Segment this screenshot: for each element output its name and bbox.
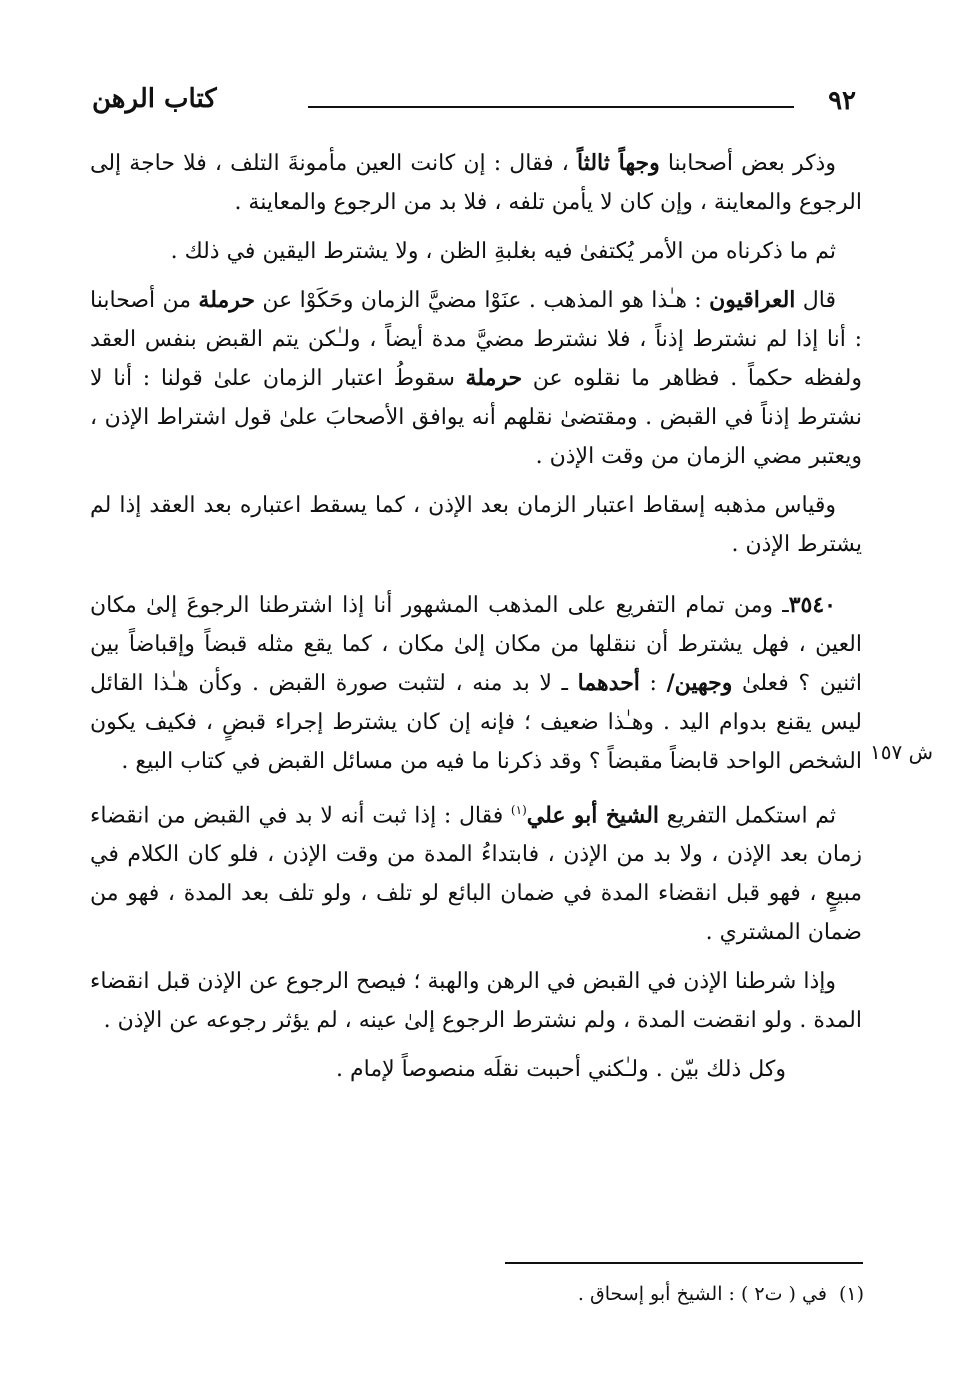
text-run: ـ لا بد منه ، لتثبت صورة القبض . وكأن هـٰذا القائل ليس يقنع بدوام اليد . وهـٰذا ضعيف ؛ فإنه إن كان يشترط إجراء قبضٍ ، فكيف يكون الشخص الواحد قابضاً مقبضاً ؟ وقد ذكرنا ما فيه من مسائل القبض في كتاب البيع . bbox=[90, 671, 862, 774]
text-run: ثم استكمل التفريع bbox=[659, 803, 836, 829]
margin-reference: ش ١٥٧ bbox=[870, 740, 934, 764]
paragraph-5 bbox=[90, 586, 862, 781]
bold-term: أحدهما bbox=[577, 670, 640, 696]
page-header bbox=[92, 80, 856, 120]
bold-term: وجهين/ bbox=[666, 670, 733, 696]
footnote-rule bbox=[505, 1262, 863, 1264]
text-run: فقال : إذا ثبت أنه لا بد في القبض من انقضاء زمان بعد الإذن ، ولا بد من الإذن ، فابتداءُ المدة من وقت الإذن ، فلو كان الكلام في مبيعٍ ، فهو قبل انقضاء المدة في ضمان البائع لو تلف ، ولو تلف بعد المدة ، فهو من ضمان المشتري . bbox=[90, 803, 862, 946]
text-run: وذكر بعض أصحابنا bbox=[659, 151, 836, 176]
paragraph-8: وكل ذلك بيّن . ولـٰكني أحببت نقلَه منصوصاً لإمام . bbox=[336, 1057, 786, 1083]
header-rule bbox=[308, 106, 794, 108]
text-run: : bbox=[639, 671, 667, 696]
paragraph-3 bbox=[90, 281, 862, 476]
issue-number: ٣٥٤٠ bbox=[788, 592, 836, 618]
text-run: : هـٰذا هو المذهب . عنَوْا مضيَّ الزمان وحَكَوْا عن bbox=[255, 288, 710, 313]
bold-term: حرملة bbox=[198, 287, 256, 313]
page-number: ٩٢ bbox=[828, 86, 856, 116]
text-run: ، فقال : إن كانت العين مأمونةَ التلف ، فلا حاجة إلى الرجوع والمعاينة ، وإن كان لا يأمن تلفه ، فلا بد من الرجوع والمعاينة . bbox=[90, 151, 862, 215]
text-run: من أصحابنا : أنا إذا لم نشترط إذناً ، فلا نشترط مضيَّ مدة أيضاً ، ولـٰكن يتم القبض بنفس العقد ولفظه حكماً . فظاهر ما نقلوه عن bbox=[90, 288, 863, 391]
paragraph-7: وإذا شرطنا الإذن في القبض في الرهن والهبة ؛ فيصح الرجوع عن الإذن قبل انقضاء المدة . ولو انقضت المدة ، ولم نشترط الرجوع إلىٰ عينه ، لم يؤثر رجوعه عن الإذن . bbox=[90, 969, 862, 1034]
paragraph-6 bbox=[90, 791, 862, 952]
text-run: سقوطُ اعتبار الزمان علىٰ قولنا : أنا لا نشترط إذناً في القبض . ومقتضىٰ نقلهم أنه يوافق الأصحابَ علىٰ قول اشتراط الإذن ، ويعتبر مضي الزمان من وقت الإذن . bbox=[90, 366, 862, 469]
footnote-marker: (١) bbox=[510, 803, 527, 817]
book-title: كتاب الرهن bbox=[92, 84, 217, 114]
footnote-text: في ( ت٢ ) : الشيخ أبو إسحاق . bbox=[577, 1283, 827, 1305]
paragraph-4: وقياس مذهبه إسقاط اعتبار الزمان بعد الإذن ، كما يسقط اعتباره بعد العقد إذا لم يشترط الإذن . bbox=[90, 493, 862, 557]
text-run: ـ ومن تمام التفريع على المذهب المشهور أنا إذا اشترطنا الرجوعَ إلىٰ مكان العين ، فهل يشترط أن ننقلها من مكان إلىٰ مكان ، كما يقع مثله قبضاً وإقباضاً بين اثنين ؟ فعلىٰ bbox=[90, 593, 862, 696]
footnote bbox=[578, 1283, 864, 1305]
bold-term: حرملة bbox=[465, 365, 523, 391]
text-run: قال bbox=[795, 288, 836, 313]
main-text bbox=[90, 144, 862, 1099]
paragraph-1 bbox=[90, 144, 862, 222]
bold-term: الشيخ أبو علي bbox=[526, 802, 660, 829]
footnote-number: (١) bbox=[838, 1283, 864, 1305]
bold-term: العراقيون bbox=[709, 287, 796, 313]
bold-term: وجهاً ثالثاً bbox=[576, 150, 660, 176]
paragraph-2: ثم ما ذكرناه من الأمر يُكتفىٰ فيه بغلبةِ الظن ، ولا يشترط اليقين في ذلك . bbox=[170, 239, 836, 264]
